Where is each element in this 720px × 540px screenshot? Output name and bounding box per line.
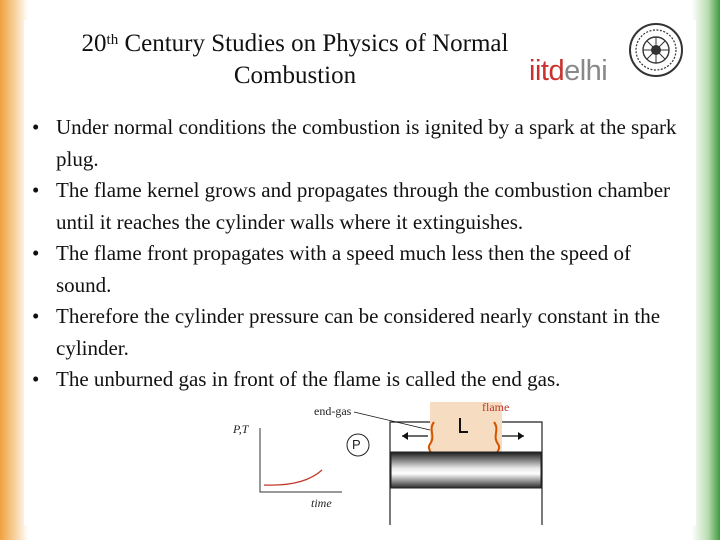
bullet-text: The unburned gas in front of the flame is called the end gas.	[56, 367, 561, 391]
pressure-curve	[264, 470, 322, 485]
title-line2: Combustion	[233, 62, 357, 89]
arrow-left-head	[402, 432, 408, 440]
arrow-right-head	[518, 432, 524, 440]
bullet-dot: •	[32, 304, 40, 328]
bullet-dot: •	[32, 241, 40, 265]
logo-part2: elhi	[564, 55, 608, 87]
piston	[391, 452, 541, 488]
bullet-text: The flame front propagates with a speed much less then the speed of sound.	[56, 241, 631, 297]
graph-axes	[260, 428, 342, 492]
title-rest: Century Studies on Physics of Normal	[118, 30, 509, 57]
flame-label: flame	[482, 400, 510, 414]
title-superscript: th	[106, 32, 119, 48]
end-gas-pointer	[354, 412, 430, 430]
slide-canvas	[24, 20, 696, 525]
time-axis-label: time	[311, 496, 332, 510]
bullet-dot: •	[32, 178, 40, 202]
pressure-label: P	[352, 437, 361, 452]
logo-part1: iitd	[529, 55, 565, 87]
bullet-dot: •	[32, 115, 40, 139]
bullet-text: Therefore the cylinder pressure can be considered nearly constant in the cylinder.	[56, 304, 661, 360]
bullet-text: The flame kernel grows and propagates through the combustion chamber until it reaches the cylinder walls where it extinguishes.	[56, 178, 671, 234]
bullet-dot: •	[32, 367, 40, 391]
pt-axis-label: P,T	[233, 422, 249, 436]
bullet-text: Under normal conditions the combustion is ignited by a spark at the spark plug.	[56, 115, 677, 171]
title-prefix: 20	[81, 30, 107, 57]
end-gas-label: end-gas	[314, 404, 352, 418]
